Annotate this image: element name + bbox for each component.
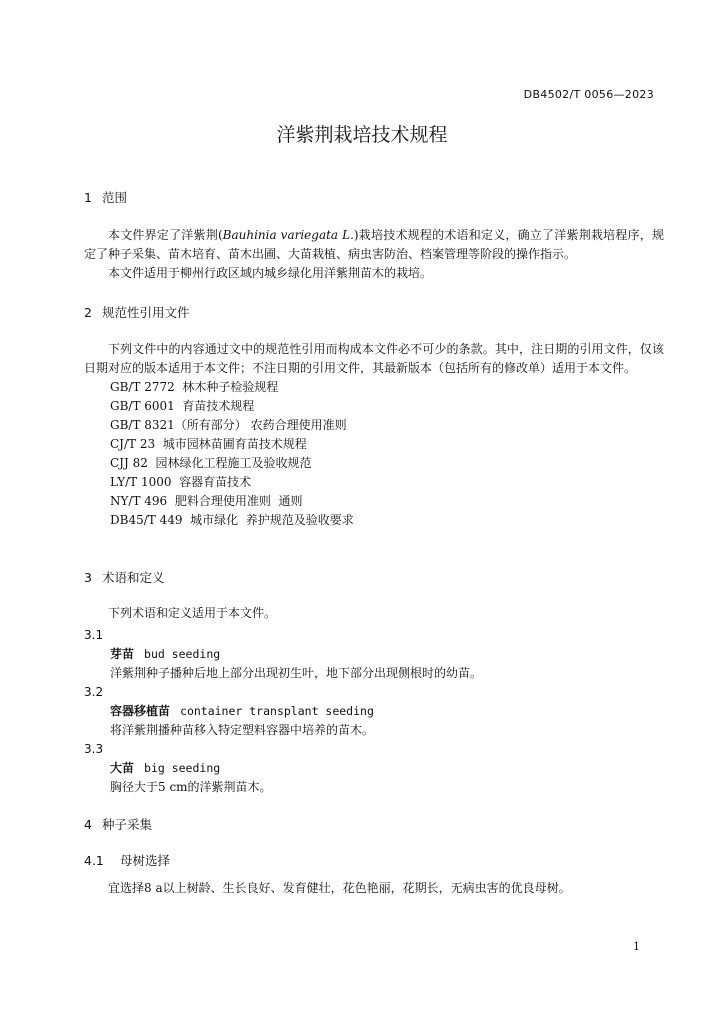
section-4-heading [84,815,664,833]
term-definition: 胸径大于5 cm的洋紫荆苗木。 [110,780,272,794]
term-english: big seeding [144,761,221,775]
subsection-number: 4.1 [84,853,104,868]
subsection-4-1-body [84,879,664,898]
reference-item: CJ/T 23 城市园林苗圃育苗技术规程 [110,437,307,451]
section-3-body [84,604,664,623]
section-number: 1 [84,190,92,205]
term-chinese: 大苗 [110,761,135,775]
reference-item: GB/T 2772 林木种子检验规程 [110,380,279,394]
term-english: bud seeding [144,647,221,661]
reference-item: GB/T 8321（所有部分） 农药合理使用准则 [110,418,347,432]
subsection-4-1-heading [84,851,664,869]
scope-text-a: 本文件界定了洋紫荆( [108,228,223,242]
latin-name: Bauhinia variegata L. [222,228,354,242]
reference-item: CJJ 82 园林绿化工程施工及验收规范 [110,456,312,470]
section-title: 规范性引用文件 [102,305,190,320]
scope-text-b: )栽培技术规程的术语和定义，确立了洋紫荆栽培程序，规定了种子采集、苗木培育、苗木出圃、大苗栽植、病虫害防治、档案管理等阶段的操作指示。 [84,228,665,261]
section-title: 范围 [102,190,128,205]
term-number: 3.2 [84,685,104,699]
section-number: 2 [84,305,92,320]
section-title: 术语和定义 [102,570,165,585]
section-3-heading [84,568,664,586]
document-title: 洋紫荆栽培技术规程 [276,124,448,146]
section-2-heading [84,303,664,321]
mother-tree-paragraph: 宜选择8 a以上树龄、生长良好、发育健壮，花色艳丽，花期长，无病虫害的优良母树。 [108,881,571,895]
reference-item: LY/T 1000 容器育苗技术 [110,475,252,489]
term-3-1 [84,626,664,683]
term-number: 3.1 [84,628,104,642]
section-1-heading [84,188,664,206]
section-number: 4 [84,817,92,832]
scope-paragraph-1 [84,226,664,264]
term-definition: 将洋紫荆播种苗移入特定塑料容器中培养的苗木。 [110,723,375,737]
reference-item: NY/T 496 肥料合理使用准则 通则 [110,494,303,508]
scope-paragraph-2: 本文件适用于柳州行政区域内城乡绿化用洋紫荆苗木的栽培。 [108,266,433,280]
term-chinese: 容器移植苗 [110,704,171,718]
section-1-body [84,226,664,283]
term-english: container transplant seeding [180,704,374,718]
section-title: 种子采集 [102,817,153,832]
reference-item: GB/T 6001 育苗技术规程 [110,399,255,413]
normative-paragraph: 下列文件中的内容通过文中的规范性引用而构成本文件必不可少的条款。其中，注日期的引用文件，仅该日期对应的版本适用于本文件；不注日期的引用文件，其最新版本（包括所有的修改单）适用于本文件。 [84,342,664,375]
terms-intro: 下列术语和定义适用于本文件。 [108,606,277,620]
subsection-title: 母树选择 [120,853,171,868]
reference-item: DB45/T 449 城市绿化 养护规范及验收要求 [110,513,354,527]
term-number: 3.3 [84,742,104,756]
term-definition: 洋紫荆种子播种后地上部分出现初生叶，地下部分出现侧根时的幼苗。 [110,666,483,680]
page-number: 1 [633,940,640,953]
section-number: 3 [84,570,92,585]
section-2-body [84,340,664,530]
term-3-3 [84,740,664,797]
document-code: DB4502/T 0056—2023 [523,88,654,101]
term-chinese: 芽苗 [110,647,135,661]
term-3-2 [84,683,664,740]
